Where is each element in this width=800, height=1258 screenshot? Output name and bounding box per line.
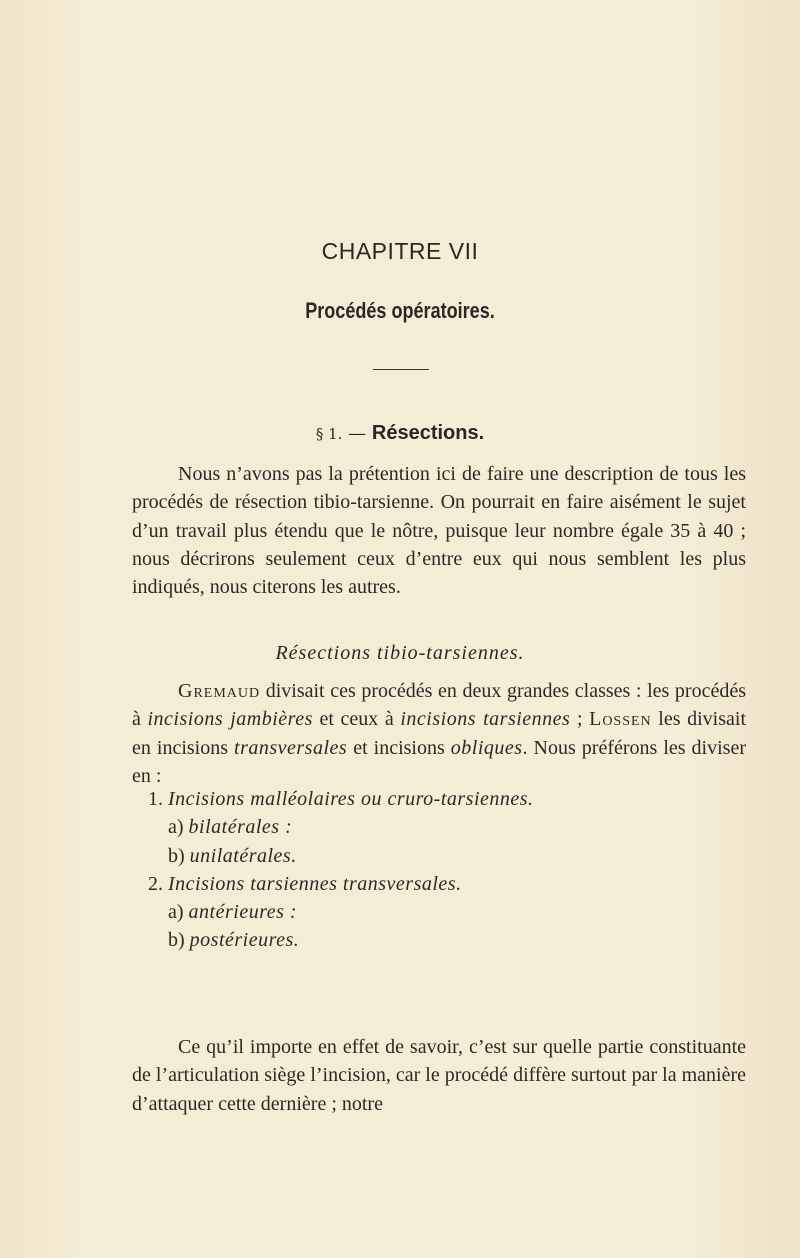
list-item: [148, 870, 534, 898]
list-item: [168, 898, 534, 926]
list-item-label: 1.: [148, 788, 163, 810]
list-item-label: b): [168, 844, 185, 867]
term-transversales: transversales: [234, 736, 348, 759]
list-item-label: a): [168, 816, 184, 839]
list-item: [148, 785, 534, 813]
chapter-subtitle: Procédés opératoires.: [305, 298, 495, 323]
section-heading: [0, 422, 800, 445]
paragraph-2-text-5: et incisions: [347, 736, 451, 759]
list-item-label: b): [168, 929, 185, 952]
paragraph-2-text-2: et ceux à: [312, 708, 401, 731]
list-item-text: unilatérales.: [189, 844, 297, 867]
list-item-label: a): [168, 901, 184, 924]
term-incisions-tarsiennes: incisions tarsiennes: [400, 708, 571, 731]
list-item-text: Incisions malléolaires ou cruro-tarsiennes.: [168, 788, 534, 810]
list-item-label: 2.: [148, 872, 163, 895]
list-item-text: antérieures :: [188, 901, 298, 924]
paragraph-2: [132, 677, 746, 790]
list-item-text: postérieures.: [189, 929, 300, 952]
classification-list: [148, 785, 534, 955]
section-title: Résections.: [371, 422, 485, 444]
list-item: [168, 813, 534, 841]
paragraph-1: Nous n’avons pas la prétention ici de faire une description de tous les procédés de résection tibio-tarsienne. On pourrait en faire aisément le sujet d’un travail plus étendu que le nôtre, puisque leur nombre égale 35 à 40 ; nous décrirons seulement ceux d’entre eux qui nous semblent les plus indiqués, nous citerons les autres.: [132, 463, 746, 599]
paragraph-2-text-3: ;: [570, 708, 590, 731]
term-obliques: obliques: [450, 736, 523, 759]
section-number: § 1.: [315, 425, 343, 443]
author-name-lossen: Lossen: [589, 708, 652, 731]
divider-rule: [373, 369, 429, 370]
chapter-title: CHAPITRE VII: [321, 238, 479, 264]
section-dash: —: [348, 423, 367, 444]
paragraph-2-text-1: divisait ces procédés en deux grandes classes : les procédés à: [132, 680, 746, 731]
list-item: [168, 926, 534, 954]
paragraph-2-text-6: . Nous préférons les diviser en :: [132, 736, 746, 787]
list-item-text: bilatérales :: [188, 816, 293, 839]
term-incisions-jambieres: incisions jambières: [147, 708, 313, 731]
subheading: Résections tibio-tarsiennes.: [275, 642, 525, 664]
list-item-text: Incisions tarsiennes transversales.: [168, 872, 462, 895]
paragraph-3: Ce qu’il importe en effet de savoir, c’est sur quelle partie constituante de l’articulation siège l’incision, car le procédé diffère surtout par la manière d’attaquer cette dernière ; notre: [132, 1036, 746, 1115]
paragraph-2-text-4: les divisait en incisions: [132, 708, 746, 759]
author-name-gremaud: Gremaud: [178, 680, 261, 702]
list-item: [168, 842, 534, 870]
